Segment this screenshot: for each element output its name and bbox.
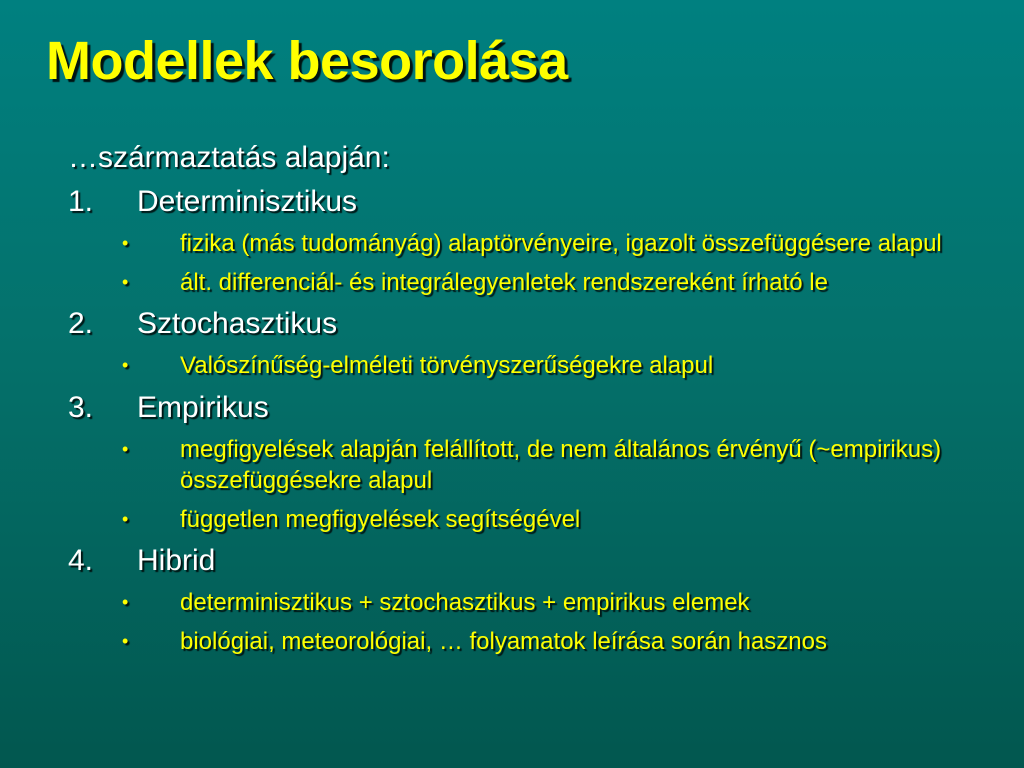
sub-item-text: ált. differenciál- és integrálegyenletek rendszereként írható le bbox=[180, 269, 828, 297]
item-label: Hibrid bbox=[137, 544, 216, 578]
sub-item bbox=[68, 626, 998, 657]
sub-item bbox=[68, 350, 998, 381]
list-item-stochastic bbox=[68, 306, 998, 342]
sub-item bbox=[68, 267, 998, 298]
sub-item-text: determinisztikus + sztochasztikus + empirikus elemek bbox=[180, 589, 750, 617]
item-number: 1. bbox=[68, 185, 94, 218]
bullet-icon: • bbox=[122, 592, 129, 613]
bullet-icon: • bbox=[122, 233, 129, 253]
item-number: 3. bbox=[68, 390, 94, 424]
sub-item bbox=[68, 228, 998, 259]
bullet-icon: • bbox=[122, 272, 129, 293]
sub-item-text: független megfigyelések segítségével bbox=[180, 505, 581, 533]
bullet-icon: • bbox=[122, 508, 129, 529]
item-label: Determinisztikus bbox=[137, 185, 358, 218]
sub-item-text: Valószínűség-elméleti törvényszerűségekre alapul bbox=[180, 352, 714, 380]
sub-item-text: fizika (más tudományág) alaptörvényeire, igazolt összefüggésere alapul bbox=[180, 230, 942, 257]
list-item-empirical bbox=[68, 390, 998, 426]
bullet-icon: • bbox=[122, 631, 129, 652]
sub-item-text: biológiai, meteorológiai, … folyamatok leírása során hasznos bbox=[180, 628, 828, 656]
sub-item bbox=[68, 587, 998, 618]
list-item-hybrid bbox=[68, 543, 998, 579]
bullet-icon: • bbox=[122, 438, 129, 459]
sub-item bbox=[68, 504, 998, 535]
slide-title: Modellek besorolása bbox=[46, 31, 568, 91]
item-number: 2. bbox=[68, 307, 94, 341]
item-number: 4. bbox=[68, 544, 94, 578]
list-item-deterministic bbox=[68, 184, 998, 220]
sub-item-text: megfigyelések alapján felállított, de nem általános érvényű (~empirikus) összefüggésekre alapul bbox=[180, 435, 942, 494]
bullet-icon: • bbox=[122, 355, 129, 376]
slide-body bbox=[68, 140, 998, 658]
item-label: Empirikus bbox=[137, 390, 269, 424]
intro-line: …származtatás alapján: bbox=[68, 141, 390, 174]
item-label: Sztochasztikus bbox=[137, 307, 338, 341]
sub-item bbox=[68, 434, 998, 496]
